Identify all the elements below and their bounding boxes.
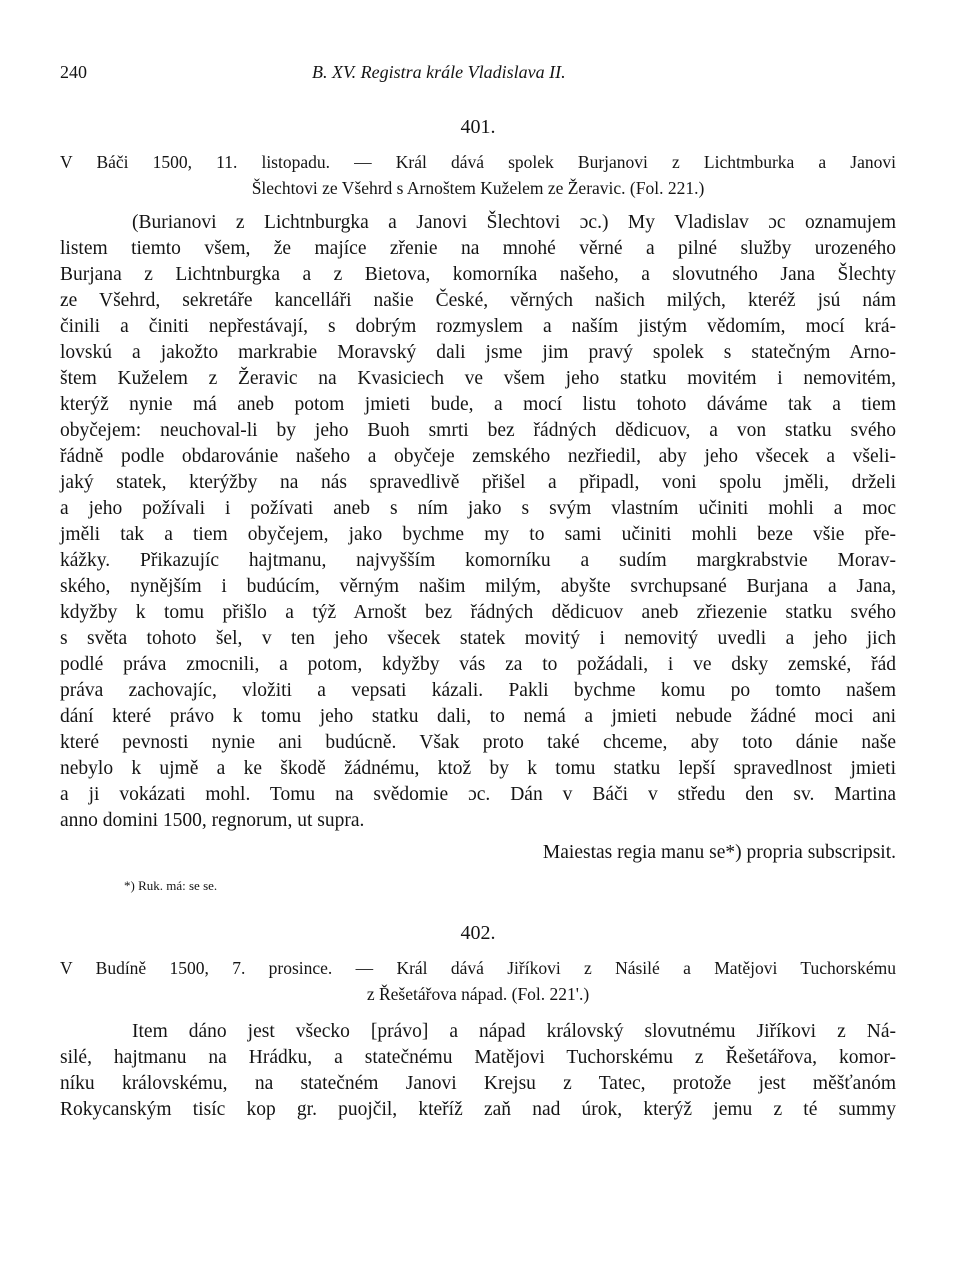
entry-401-body-line: listem tiemto všem, že majíce zřenie na mnohé věrné a pilné služby urozeného <box>60 238 896 259</box>
entry-401-body-line: řádně podle obdarovánie našeho a obyčeje zemského nezřiedil, aby jeho všecek a všeli- <box>60 446 896 467</box>
entry-401-body-line: štem Kuželem z Žeravic na Kvasiciech ve všem jeho statku movitém i nemovitém, <box>60 368 896 389</box>
entry-401-body-line: lovskú a jakožto markrabie Moravský dali jsme jim pravý spolek s statečným Arno- <box>60 342 896 363</box>
entry-401-body-line: činili a činiti nepřestávají, s dobrým rozmyslem a naším jistým vědomím, mocí krá- <box>60 316 896 337</box>
entry-401-body-line: s světa tohoto šel, v ten jeho všecek statek movitý i nemovitý uvedli a jeho jich <box>60 628 896 649</box>
entry-401-body-line: kterýž nynie má aneb potom jmieti bude, a mocí listu tohoto dáváme tak a tiem <box>60 394 896 415</box>
entry-401-body-line: jaký statek, kterýžby na nás spravedlivě přišel a připadl, voni spolu jměli, drželi <box>60 472 896 493</box>
entry-401-number: 401. <box>460 116 496 138</box>
entry-401-body-line: a jeho požívali i požívati aneb s ním jako s svým vlastním učiniti mohli a moc <box>60 498 896 519</box>
entry-402-heading-line: z Řešetářova nápad. (Fol. 221'.) <box>366 984 590 1004</box>
entry-401-heading-line: Šlechtovi ze Všehrd s Arnoštem Kuželem ze Žeravic. (Fol. 221.) <box>251 178 705 198</box>
running-title: B. XV. Registra krále Vladislava II. <box>312 62 566 82</box>
entry-402-body-line: níku královskému, na statečném Janovi Krejsu z Tatec, protože jest měšťanóm <box>60 1073 896 1094</box>
entry-401-body-line: nebylo k ujmě a ke škodě žádnému, ktož by k tomu statku lepší spravedlnost jmieti <box>60 758 896 779</box>
entry-402-body-line: Item dáno jest všecko [právo] a nápad královský slovutnému Jiříkovi z Ná- <box>132 1021 896 1042</box>
entry-401-body-line: podlé práva zmocnili, a potom, kdyžby vás za to požádali, i ve dsky zemské, řád <box>60 654 896 675</box>
entry-402-heading-line: V Budíně 1500, 7. prosince. — Král dává Jiříkovi z Násilé a Matějovi Tuchorskému <box>60 958 896 978</box>
entry-401-footnote: *) Ruk. má: se se. <box>124 878 218 893</box>
entry-401-body-line: jměli tak a tiem obyčejem, jako bychme my to sami učiniti mohli beze všie pře- <box>60 524 896 545</box>
entry-401-body-line: a ji vokázati mohl. Tomu na svědomie ɔc. Dán v Báči v středu den sv. Martina <box>60 784 896 805</box>
entry-401-body-line: kážky. Přikazujíc hajtmanu, najvyšším komorníku a sudím margkrabstvie Morav- <box>60 550 896 571</box>
entry-401-body-line: (Burianovi z Lichtnburgka a Janovi Šlechtovi ɔc.) My Vladislav ɔc oznamujem <box>132 212 896 233</box>
page-number: 240 <box>60 62 87 82</box>
entry-401-body-line: obyčejem: neuchoval-li by jeho Buoh smrti bez řádných dědicuov, a von statku svého <box>60 420 896 441</box>
entry-402-body-line: silé, hajtmanu na Hrádku, a statečnému Matějovi Tuchorskému z Řešetářova, komor- <box>60 1047 896 1068</box>
entry-401-body-line: dání které právo k tomu jeho statku dali, to nemá a jmieti nebude žádné moci ani <box>60 706 896 727</box>
entry-402-body-line: Rokycanským tisíc kop gr. puojčil, kteříž zaň nad úrok, kterýž jemu z té summy <box>60 1099 896 1120</box>
entry-401-body-line: kdyžby k tomu přišlo a týž Arnošt bez řádných dědicuov aneb zřiezenie statku svého <box>60 602 896 623</box>
entry-401-body-line: které pevnosti nynie ani budúcně. Však proto také chceme, aby toto dánie naše <box>60 732 896 753</box>
entry-401-body-line: ského, nynějším i budúcím, věrným našim milým, abyšte svrchupsané Burjana a Jana, <box>60 576 896 597</box>
entry-401-heading-line: V Báči 1500, 11. listopadu. — Král dává spolek Burjanovi z Lichtmburka a Janovi <box>60 152 896 172</box>
entry-402-number: 402. <box>460 922 496 944</box>
entry-401-body-line: ze Všehrd, sekretáře kancelláři našie České, věrných našich milých, kteréž jsú nám <box>60 290 896 311</box>
entry-401-body-line: anno domini 1500, regnorum, ut supra. <box>60 810 365 831</box>
entry-401-body-line: práva zachovajíc, vložiti a vepsati kázali. Pakli bychme komu po tomto našem <box>60 680 896 701</box>
entry-401-subscription: Maiestas regia manu se*) propria subscripsit. <box>542 842 896 863</box>
entry-401-body-line: Burjana z Lichtnburgka a z Bietova, komorníka našeho, a slovutného Jana Šlechty <box>60 264 896 285</box>
